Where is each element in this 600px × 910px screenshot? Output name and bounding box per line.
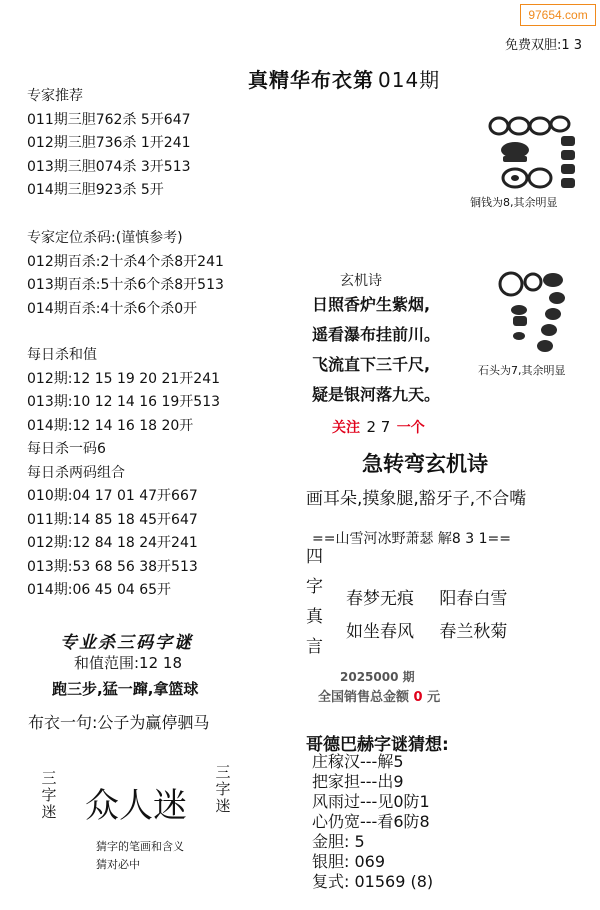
goldbach-line: 庄稼汉---解5	[312, 752, 404, 771]
goldbach-line: 复式: 01569 (8)	[312, 872, 434, 891]
sales-label: 全国销售总金额	[318, 690, 410, 705]
sales-period: 2025000 期	[340, 670, 415, 684]
goldbach-line: 心仍宽---看6防8	[312, 812, 430, 831]
sales-amount: 0	[413, 690, 423, 705]
brain-teaser-line: 画耳朵,摸象腿,豁牙子,不合嘴	[306, 489, 527, 509]
daily-two-heading: 每日杀两码组合	[27, 464, 125, 481]
daily-two-line: 013期:53 68 56 38开513	[27, 558, 198, 575]
position-kill-heading: 专家定位杀码:(谨慎参考)	[27, 230, 183, 246]
sales-unit: 元	[427, 690, 441, 705]
focus-label: 关注	[332, 420, 360, 436]
four-char-row	[346, 584, 507, 609]
daily-sum-section	[27, 344, 220, 603]
four-char-row	[346, 617, 507, 642]
riddle3-range: 和值范围:12 18	[74, 654, 182, 672]
expert-section	[27, 85, 191, 203]
four-char-label	[306, 542, 326, 662]
poem-line: 遥看瀑布挂前川。	[312, 325, 441, 344]
three-char-riddle-left: 三字迷	[41, 769, 57, 821]
daily-two-line: 012期:12 84 18 24开241	[27, 535, 198, 551]
goldbach-line: 风雨过---见0防1	[312, 792, 430, 811]
daily-two-line: 011期:14 85 18 45开647	[27, 511, 198, 528]
daily-sum-heading: 每日杀和值	[27, 347, 97, 363]
poem-block	[312, 290, 440, 410]
expert-line: 014期三胆923杀 5开	[27, 182, 164, 198]
expert-heading: 专家推荐	[27, 88, 83, 104]
poem-solve-line: ==山雪河冰野萧瑟 解8 3 1==	[312, 531, 511, 547]
buyi-line: 布衣一句:公子为赢停驷马	[28, 713, 210, 732]
four-char-phrase: 如坐春风	[346, 622, 414, 642]
goldbach-line: 银胆: 069	[312, 852, 386, 871]
three-char-riddle-right: 三字迷	[215, 763, 231, 815]
poem-heading: 玄机诗	[340, 273, 382, 289]
zhongren-riddle: 众人迷	[85, 786, 187, 826]
riddle-hint: 猜字的笔画和含义	[96, 840, 184, 853]
sales-total	[318, 686, 440, 705]
position-kill-line: 013期百杀:5十杀6个杀8开513	[27, 277, 224, 293]
daily-sum-line: 012期:12 15 19 20 21开241	[27, 370, 221, 387]
title-issue: 014期	[378, 68, 441, 92]
four-char-phrase: 阳春白雪	[439, 589, 508, 609]
four-char-phrase: 春梦无痕	[346, 589, 414, 609]
poem-line: 日照香炉生紫烟,	[312, 295, 431, 314]
focus-numbers: 2 7	[366, 418, 391, 436]
daily-two-line: 014期:06 45 04 65开	[27, 582, 172, 598]
position-kill-line: 014期百杀:4十杀6个杀0开	[27, 300, 198, 317]
brain-teaser-title: 急转弯玄机诗	[362, 452, 488, 476]
free-double-label: 免费双胆:1 3	[505, 38, 583, 53]
four-char-label-char: 言	[306, 637, 323, 657]
four-char-label-char: 字	[306, 577, 323, 597]
expert-line: 011期三胆762杀 5开647	[27, 111, 191, 128]
position-kill-line: 012期百杀:2十杀4个杀8开241	[27, 253, 224, 270]
coin-figure-eight	[485, 110, 585, 192]
page-title	[248, 64, 440, 93]
riddle3-phrase: 跑三步,猛一蹿,拿篮球	[52, 680, 199, 698]
daily-two-line: 010期:04 17 01 47开667	[27, 488, 198, 504]
goldbach-title: 哥德巴赫字谜猜想:	[306, 735, 449, 755]
daily-one-kill: 每日杀一码6	[27, 441, 106, 457]
four-char-label-char: 四	[306, 547, 323, 567]
riddle-hint-2: 猜对必中	[96, 858, 140, 871]
daily-sum-line: 013期:10 12 14 16 19开513	[27, 394, 221, 410]
coin-caption: 铜钱为8,其余明显	[470, 196, 558, 209]
goldbach-line: 金胆: 5	[312, 832, 365, 851]
site-watermark: 97654.com	[520, 4, 596, 26]
focus-line	[332, 417, 425, 437]
title-main: 真精华布衣第	[248, 68, 374, 92]
goldbach-line: 把家担---出9	[312, 772, 404, 791]
focus-tail: 一个	[396, 420, 425, 436]
stone-figure-seven	[495, 262, 575, 358]
expert-line: 013期三胆074杀 3开513	[27, 158, 191, 175]
poem-line: 疑是银河落九天。	[312, 385, 441, 404]
four-char-label-char: 真	[306, 607, 323, 627]
four-char-phrase: 春兰秋菊	[439, 622, 508, 642]
stone-caption: 石头为7,其余明显	[478, 364, 566, 377]
goldbach-list	[312, 752, 433, 892]
riddle3-title: 专业杀三码字谜	[60, 633, 193, 653]
expert-line: 012期三胆736杀 1开241	[27, 135, 191, 151]
position-kill-section	[27, 227, 224, 321]
poem-line: 飞流直下三千尺,	[312, 355, 431, 374]
daily-sum-line: 014期:12 14 16 18 20开	[27, 417, 194, 434]
